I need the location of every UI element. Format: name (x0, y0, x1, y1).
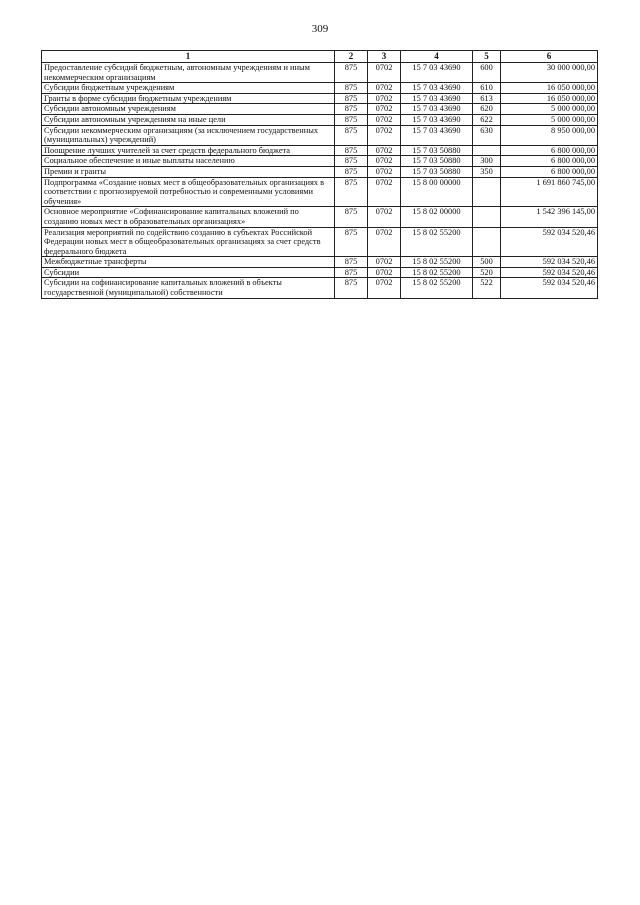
table-row (42, 63, 598, 83)
row-target-article: 15 8 02 55200 (401, 267, 473, 278)
row-expense-type (473, 177, 501, 207)
row-admin-code: 875 (335, 63, 368, 83)
row-expense-type: 300 (473, 156, 501, 167)
row-section-code: 0702 (368, 114, 401, 125)
budget-table (41, 50, 598, 299)
row-target-article: 15 8 02 55200 (401, 278, 473, 298)
row-amount: 6 800 000,00 (501, 166, 598, 177)
table-row (42, 93, 598, 104)
row-section-code: 0702 (368, 207, 401, 227)
column-header: 6 (501, 51, 598, 63)
row-name: Субсидии (42, 267, 335, 278)
row-admin-code: 875 (335, 278, 368, 298)
row-amount: 592 034 520,46 (501, 227, 598, 257)
row-target-article: 15 7 03 43690 (401, 125, 473, 145)
row-amount: 16 050 000,00 (501, 83, 598, 94)
row-target-article: 15 7 03 43690 (401, 83, 473, 94)
row-name: Предоставление субсидий бюджетным, автономным учреждениям и иным некоммерческим организациям (42, 63, 335, 83)
page-number: 309 (311, 23, 329, 35)
row-name: Субсидии автономным учреждениям на иные цели (42, 114, 335, 125)
row-target-article: 15 7 03 43690 (401, 114, 473, 125)
row-name: Субсидии на софинансирование капитальных вложений в объекты государственной (муниципальной) собственности (42, 278, 335, 298)
row-admin-code: 875 (335, 166, 368, 177)
row-amount: 30 000 000,00 (501, 63, 598, 83)
table-row (42, 104, 598, 115)
row-name: Поощрение лучших учителей за счет средств федерального бюджета (42, 145, 335, 156)
row-amount: 6 800 000,00 (501, 156, 598, 167)
row-name: Подпрограмма «Создание новых мест в общеобразовательных организациях в соответствии с прогнозируемой потребностью и современными условиями обучения» (42, 177, 335, 207)
row-amount: 6 800 000,00 (501, 145, 598, 156)
table-row (42, 166, 598, 177)
row-expense-type: 620 (473, 104, 501, 115)
row-section-code: 0702 (368, 125, 401, 145)
row-admin-code: 875 (335, 83, 368, 94)
row-target-article: 15 7 03 50880 (401, 156, 473, 167)
row-target-article: 15 8 02 00000 (401, 207, 473, 227)
row-admin-code: 875 (335, 177, 368, 207)
row-admin-code: 875 (335, 267, 368, 278)
row-expense-type: 600 (473, 63, 501, 83)
row-section-code: 0702 (368, 227, 401, 257)
row-admin-code: 875 (335, 93, 368, 104)
row-expense-type: 350 (473, 166, 501, 177)
row-section-code: 0702 (368, 278, 401, 298)
row-target-article: 15 7 03 43690 (401, 63, 473, 83)
row-section-code: 0702 (368, 104, 401, 115)
row-admin-code: 875 (335, 145, 368, 156)
row-expense-type: 613 (473, 93, 501, 104)
row-amount: 5 000 000,00 (501, 104, 598, 115)
row-target-article: 15 7 03 43690 (401, 93, 473, 104)
table-row (42, 125, 598, 145)
column-header: 1 (42, 51, 335, 63)
row-admin-code: 875 (335, 114, 368, 125)
row-amount: 1 691 860 745,00 (501, 177, 598, 207)
table-row (42, 177, 598, 207)
row-target-article: 15 7 03 50880 (401, 145, 473, 156)
row-expense-type: 520 (473, 267, 501, 278)
row-admin-code: 875 (335, 257, 368, 268)
table-row (42, 227, 598, 257)
row-section-code: 0702 (368, 257, 401, 268)
row-amount: 592 034 520,46 (501, 267, 598, 278)
table-row (42, 278, 598, 298)
row-amount: 1 542 396 145,00 (501, 207, 598, 227)
row-admin-code: 875 (335, 104, 368, 115)
row-target-article: 15 7 03 43690 (401, 104, 473, 115)
row-section-code: 0702 (368, 177, 401, 207)
column-header: 3 (368, 51, 401, 63)
row-name: Социальное обеспечение и иные выплаты населению (42, 156, 335, 167)
row-amount: 592 034 520,46 (501, 278, 598, 298)
row-amount: 16 050 000,00 (501, 93, 598, 104)
row-name: Реализация мероприятий по содействию созданию в субъектах Российской Федерации новых мест в общеобразовательных организациях за счет средств федерального бюджета (42, 227, 335, 257)
row-amount: 592 034 520,46 (501, 257, 598, 268)
row-name: Субсидии автономным учреждениям (42, 104, 335, 115)
table-row (42, 207, 598, 227)
row-name: Гранты в форме субсидии бюджетным учреждениям (42, 93, 335, 104)
row-expense-type (473, 145, 501, 156)
table-row (42, 83, 598, 94)
row-name: Межбюджетные трансферты (42, 257, 335, 268)
row-expense-type (473, 207, 501, 227)
column-header: 4 (401, 51, 473, 63)
row-section-code: 0702 (368, 166, 401, 177)
row-admin-code: 875 (335, 227, 368, 257)
row-target-article: 15 8 00 00000 (401, 177, 473, 207)
row-expense-type: 500 (473, 257, 501, 268)
row-expense-type (473, 227, 501, 257)
row-section-code: 0702 (368, 156, 401, 167)
column-header: 5 (473, 51, 501, 63)
row-amount: 8 950 000,00 (501, 125, 598, 145)
row-name: Субсидии некоммерческим организациям (за исключением государственных (муниципальных) учреждений) (42, 125, 335, 145)
row-admin-code: 875 (335, 156, 368, 167)
table-row (42, 114, 598, 125)
row-target-article: 15 8 02 55200 (401, 227, 473, 257)
row-section-code: 0702 (368, 63, 401, 83)
row-amount: 5 000 000,00 (501, 114, 598, 125)
row-admin-code: 875 (335, 207, 368, 227)
row-name: Премии и гранты (42, 166, 335, 177)
table-row (42, 156, 598, 167)
table-row (42, 257, 598, 268)
row-section-code: 0702 (368, 267, 401, 278)
table-body (42, 63, 598, 299)
row-name: Субсидии бюджетным учреждениям (42, 83, 335, 94)
table-row (42, 267, 598, 278)
table-row (42, 145, 598, 156)
row-expense-type: 522 (473, 278, 501, 298)
row-target-article: 15 8 02 55200 (401, 257, 473, 268)
row-target-article: 15 7 03 50880 (401, 166, 473, 177)
row-section-code: 0702 (368, 93, 401, 104)
row-expense-type: 622 (473, 114, 501, 125)
table-header-row (42, 51, 598, 63)
row-expense-type: 610 (473, 83, 501, 94)
row-section-code: 0702 (368, 145, 401, 156)
column-header: 2 (335, 51, 368, 63)
row-section-code: 0702 (368, 83, 401, 94)
row-admin-code: 875 (335, 125, 368, 145)
row-expense-type: 630 (473, 125, 501, 145)
row-name: Основное мероприятие «Софинансирование капитальных вложений по созданию новых мест в образовательных организациях» (42, 207, 335, 227)
